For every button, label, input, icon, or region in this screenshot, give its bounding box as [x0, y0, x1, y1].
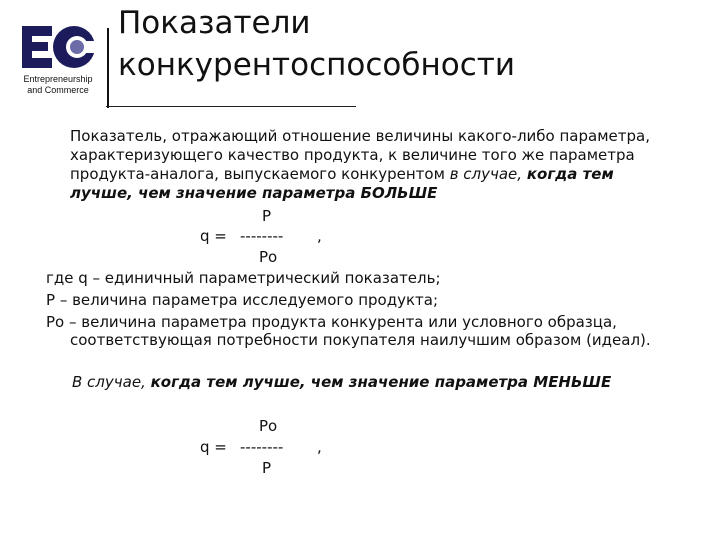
case2-bold: когда тем лучше, чем значение параметра МЕНЬШЕ [150, 373, 612, 391]
formula2-numerator: Ро [259, 417, 278, 435]
definition-line3 [70, 166, 614, 183]
case2-italic: В случае, [72, 373, 151, 391]
definition-line2: характеризующего качество продукта, к величине того же параметра [70, 146, 635, 164]
logo-caption [12, 74, 104, 96]
legend-line4: соответствующая потребности покупателя наилучшим образом (идеал). [70, 331, 651, 349]
formula2-lhs: q = [200, 438, 227, 456]
definition-line3-italic: в случае, [449, 165, 527, 183]
logo-caption-line2: and Commerce [27, 85, 89, 95]
formula1-denominator: Ро [259, 248, 278, 266]
formula1-lhs: q = [200, 227, 227, 245]
title-divider-vertical [107, 28, 109, 108]
legend-line3: Ро – величина параметра продукта конкурента или условного образца, [46, 313, 617, 331]
legend-line2: Р – величина параметра исследуемого продукта; [46, 291, 438, 309]
definition-line3-text: продукта-аналога, выпускаемого конкурентом [70, 165, 450, 183]
ec-logo [12, 18, 104, 100]
formula2-comma: , [317, 438, 322, 456]
page-title-line1: Показатели [118, 5, 311, 41]
legend-line1: где q – единичный параметрический показатель; [46, 269, 441, 287]
title-divider-horizontal [106, 106, 356, 107]
definition-line3-bold: когда тем [526, 165, 614, 183]
ec-logo-mark [18, 22, 98, 72]
case2-heading [72, 374, 611, 391]
logo-caption-line1: Entrepreneurship [23, 74, 93, 84]
definition-line4: лучше, чем значение параметра БОЛЬШЕ [70, 184, 438, 202]
formula1-fraction-bar: -------- [240, 227, 284, 245]
formula1-numerator: Р [262, 207, 272, 225]
page-title [118, 2, 515, 86]
formula2-fraction-bar: -------- [240, 438, 284, 456]
definition-line1: Показатель, отражающий отношение величины какого-либо параметра, [70, 127, 650, 145]
formula2-denominator: Р [262, 459, 272, 477]
page-title-line2: конкурентоспособности [118, 47, 515, 83]
formula1-comma: , [317, 227, 322, 245]
